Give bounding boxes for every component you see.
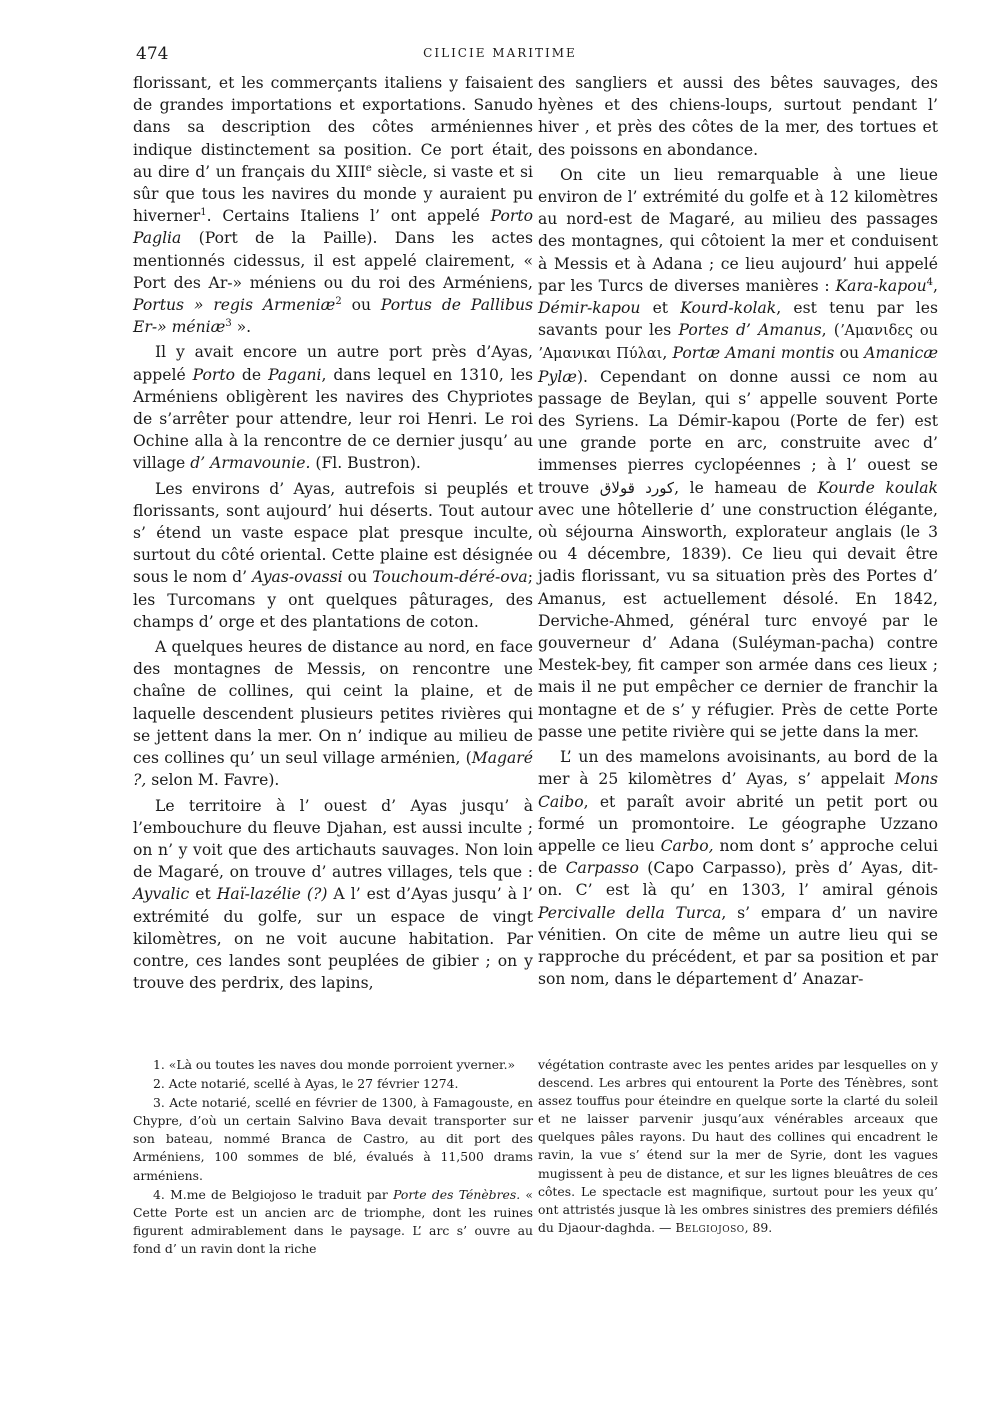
running-head: CILICIE MARITIME <box>423 46 577 60</box>
left-column <box>133 72 533 997</box>
footnote: 2. Acte notarié, scellé à Ayas, le 27 février 1274. <box>153 1076 459 1092</box>
footnote: 4. M.me de Belgiojoso le traduit par Porte des Ténèbres. « Cette Porte est un ancien arc de triomphe, dont les ruines figurent admirablement dans le paysage. L’ arc s’ ouvre au fond d’ un ravin dont la riche <box>133 1186 533 1256</box>
paragraph: Il y avait encore un autre port près d’Ayas, appelé Porto de Pagani, dans lequel en 1310, les Arméniens obligèrent les navires des Chypriotes de s’arrêter pour attendre, leur roi Henri. Le roi Ochine alla à la rencontre de ce dernier jusqu’ au village d’ Armavounie. (Fl. Bustron). <box>133 343 534 473</box>
footnotes-right <box>538 1056 938 1238</box>
right-column <box>538 72 938 993</box>
paragraph: On cite un lieu remarquable à une lieue environ de l’ extrémité du golfe et à 12 kilomètres au nord-est de Magaré, au milieu des passages des montagnes, qui côtoient la mer et conduisent à Messis et à Adana ; ce lieu aujourd’ hui appelé par les Turcs de diverses manières : Kara-kapou$^4$, Démir-kapou et Kourd-kolak, est tenu par les savants pour les Portes d’ Amanus, (ʼΑμανιδες ou ʼΑμανικαι Πύλαι, Portæ Amani montis ou Amanicæ Pylæ). Cependant on donne aussi ce nom au passage de Beylan, qui s’ appelle souvent Porte des Syriens. La Démir-kapou (Porte de fer) est une grande porte en arc, construite avec d’ immenses pierres cyclopéennes ; à l’ ouest se trouve كورد قولاق, le hameau de Kourde koulak avec une hôtellerie d’ une construction élégante, où séjourna Ainsworth, explorateur anglais (le 3 ou 4 décembre, 1839). Ce lieu qui devait être jadis florissant, vu sa situation près des Portes d’ Amanus, est actuellement désolé. En 1842, Derviche-Ahmed, général turc envoyé par le gouverneur d’ Adana (Suléyman-pacha) contre Mestek-bey, fit camper son armée dans ces lieux ; mais il ne put empêcher ce dernier de franchir la montagne et de s’ y réfugier. Près de cette Porte passe une petite rivière qui se jette dans la mer. <box>538 165 939 741</box>
footnote: 1. «Là ou toutes les naves dou monde porroient yverner.» <box>153 1057 516 1072</box>
footnote: 3. Acte notarié, scellé en février de 1300, à Famagouste, en Chypre, d’où un certain Salvino Bava devait transporter sur son bateau, nommé Branca de Castro, au dit port des Arméniens, 100 sommes de blé, évalués à 11,500 drams arméniens. <box>133 1095 533 1183</box>
footnotes-left <box>133 1056 533 1259</box>
page-number: 474 <box>136 44 169 64</box>
paragraph: Le territoire à l’ ouest d’ Ayas jusqu’ à l’embouchure du fleuve Djahan, est aussi inculte ; on n’ y voit que des artichauts sauvages. Non loin de Magaré, on trouve d’ autres villages, tels que : Ayvalic et Haï-lazélie (?) A l’ est d’Ayas jusqu’ à l’ extrémité du golfe, sur un espace de vingt kilomètres, on ne voit aucune habitation. Par contre, ces landes sont peuplées de gibier ; on y trouve des perdrix, des lapins, <box>133 796 533 993</box>
paragraph: Les environs d’ Ayas, autrefois si peuplés et florissants, sont aujourd’ hui déserts. Tout autour s’ étend un vaste espace plat presque inculte, surtout du côté oriental. Cette plaine est désignée sous le nom d’ Ayas-ovassi ou Touchoum-déré-ova; les Turcomans y ont quelques pâturages, des champs d’ orge et des plantations de coton. <box>133 479 533 631</box>
footnote-ref: 1 <box>200 207 207 219</box>
paragraph: des sangliers et aussi des bêtes sauvages, des hyènes et des chiens-loups, surtout pendant l’ hiver , et près des côtes de la mer, des tortues et des poissons en abondance. <box>538 74 938 159</box>
paragraph: L’ un des mamelons avoisinants, au bord de la mer à 25 kilomètres d’ Ayas, s’ appelait Mons Caibo, et paraît avoir abrité un petit port ou formé un promontoire. Le géographe Uzzano appelle ce lieu Carbo, nom dont s’ approche celui de Carpasso (Capo Carpasso), près d’ Ayas, dit-on. C’ est là qu’ en 1303, l’ amiral génois Percivalle della Turca, s’ empara d’ un navire vénitien. On cite de même un autre lieu qui se rapproche du précédent, et par sa position et par son nom, dans le département d’ Anazar- <box>538 748 938 989</box>
footnote-continuation: végétation contraste avec les pentes arides par lesquelles on y descend. Les arbres qui entourent la Porte des Ténèbres, sont assez touffus pour éteindre en quelque sorte la clarté du soleil et ne laisser parvenir jusqu’aux vénérables arceaux que quelques pâles rayons. Du haut des collines qui encadrent le ravin, la vue s’ étend sur la mer de Syrie, dont les vagues mugissent à peu de distance, et sur les lignes bleuâtres de ces côtes. Le spectacle est magnifique, surtout pour les yeux qu’ ont attristés jusque là les ombres sinistres des premiers défilés du Djaour-daghda. — Belgiojoso, 89. <box>538 1057 938 1235</box>
footnote-ref: 4 <box>926 276 934 288</box>
footnote-ref: 3 <box>225 318 232 330</box>
paragraph: A quelques heures de distance au nord, en face des montagnes de Messis, on rencontre une chaîne de collines, qui ceint la plaine, et de laquelle descendent plusieurs petites rivières qui se jettent dans la mer. On n’ indique au milieu de ces collines qu’ un seul village arménien, (Magaré ?, selon M. Favre). <box>133 638 533 790</box>
paragraph: florissant, et les commerçants italiens y faisaient de grandes importations et exportations. Sanudo dans sa description des côtes arméniennes indique distinctement sa position. Ce port était, au dire d’ un français du XIIIe siècle, si vaste et si sûr que tous les navires du monde y auraient pu hiverner$^1$. Certains Italiens l’ ont appelé Porto Paglia (Port de la Paille). Dans les actes mentionnés cidessus, il est appelé clairement, « Port des Ar-» méniens ou du roi des Arméniens, Portus » regis Armeniæ$^2$ ou Portus de Pallibus Er-» méniæ$^3$ ». <box>133 74 533 337</box>
arabic-text: كورد قولاق <box>599 478 675 497</box>
footnote-ref: 2 <box>335 295 342 307</box>
greek-text: ʼΑμανιδες ou ʼΑμανικαι Πύλαι <box>538 323 938 363</box>
